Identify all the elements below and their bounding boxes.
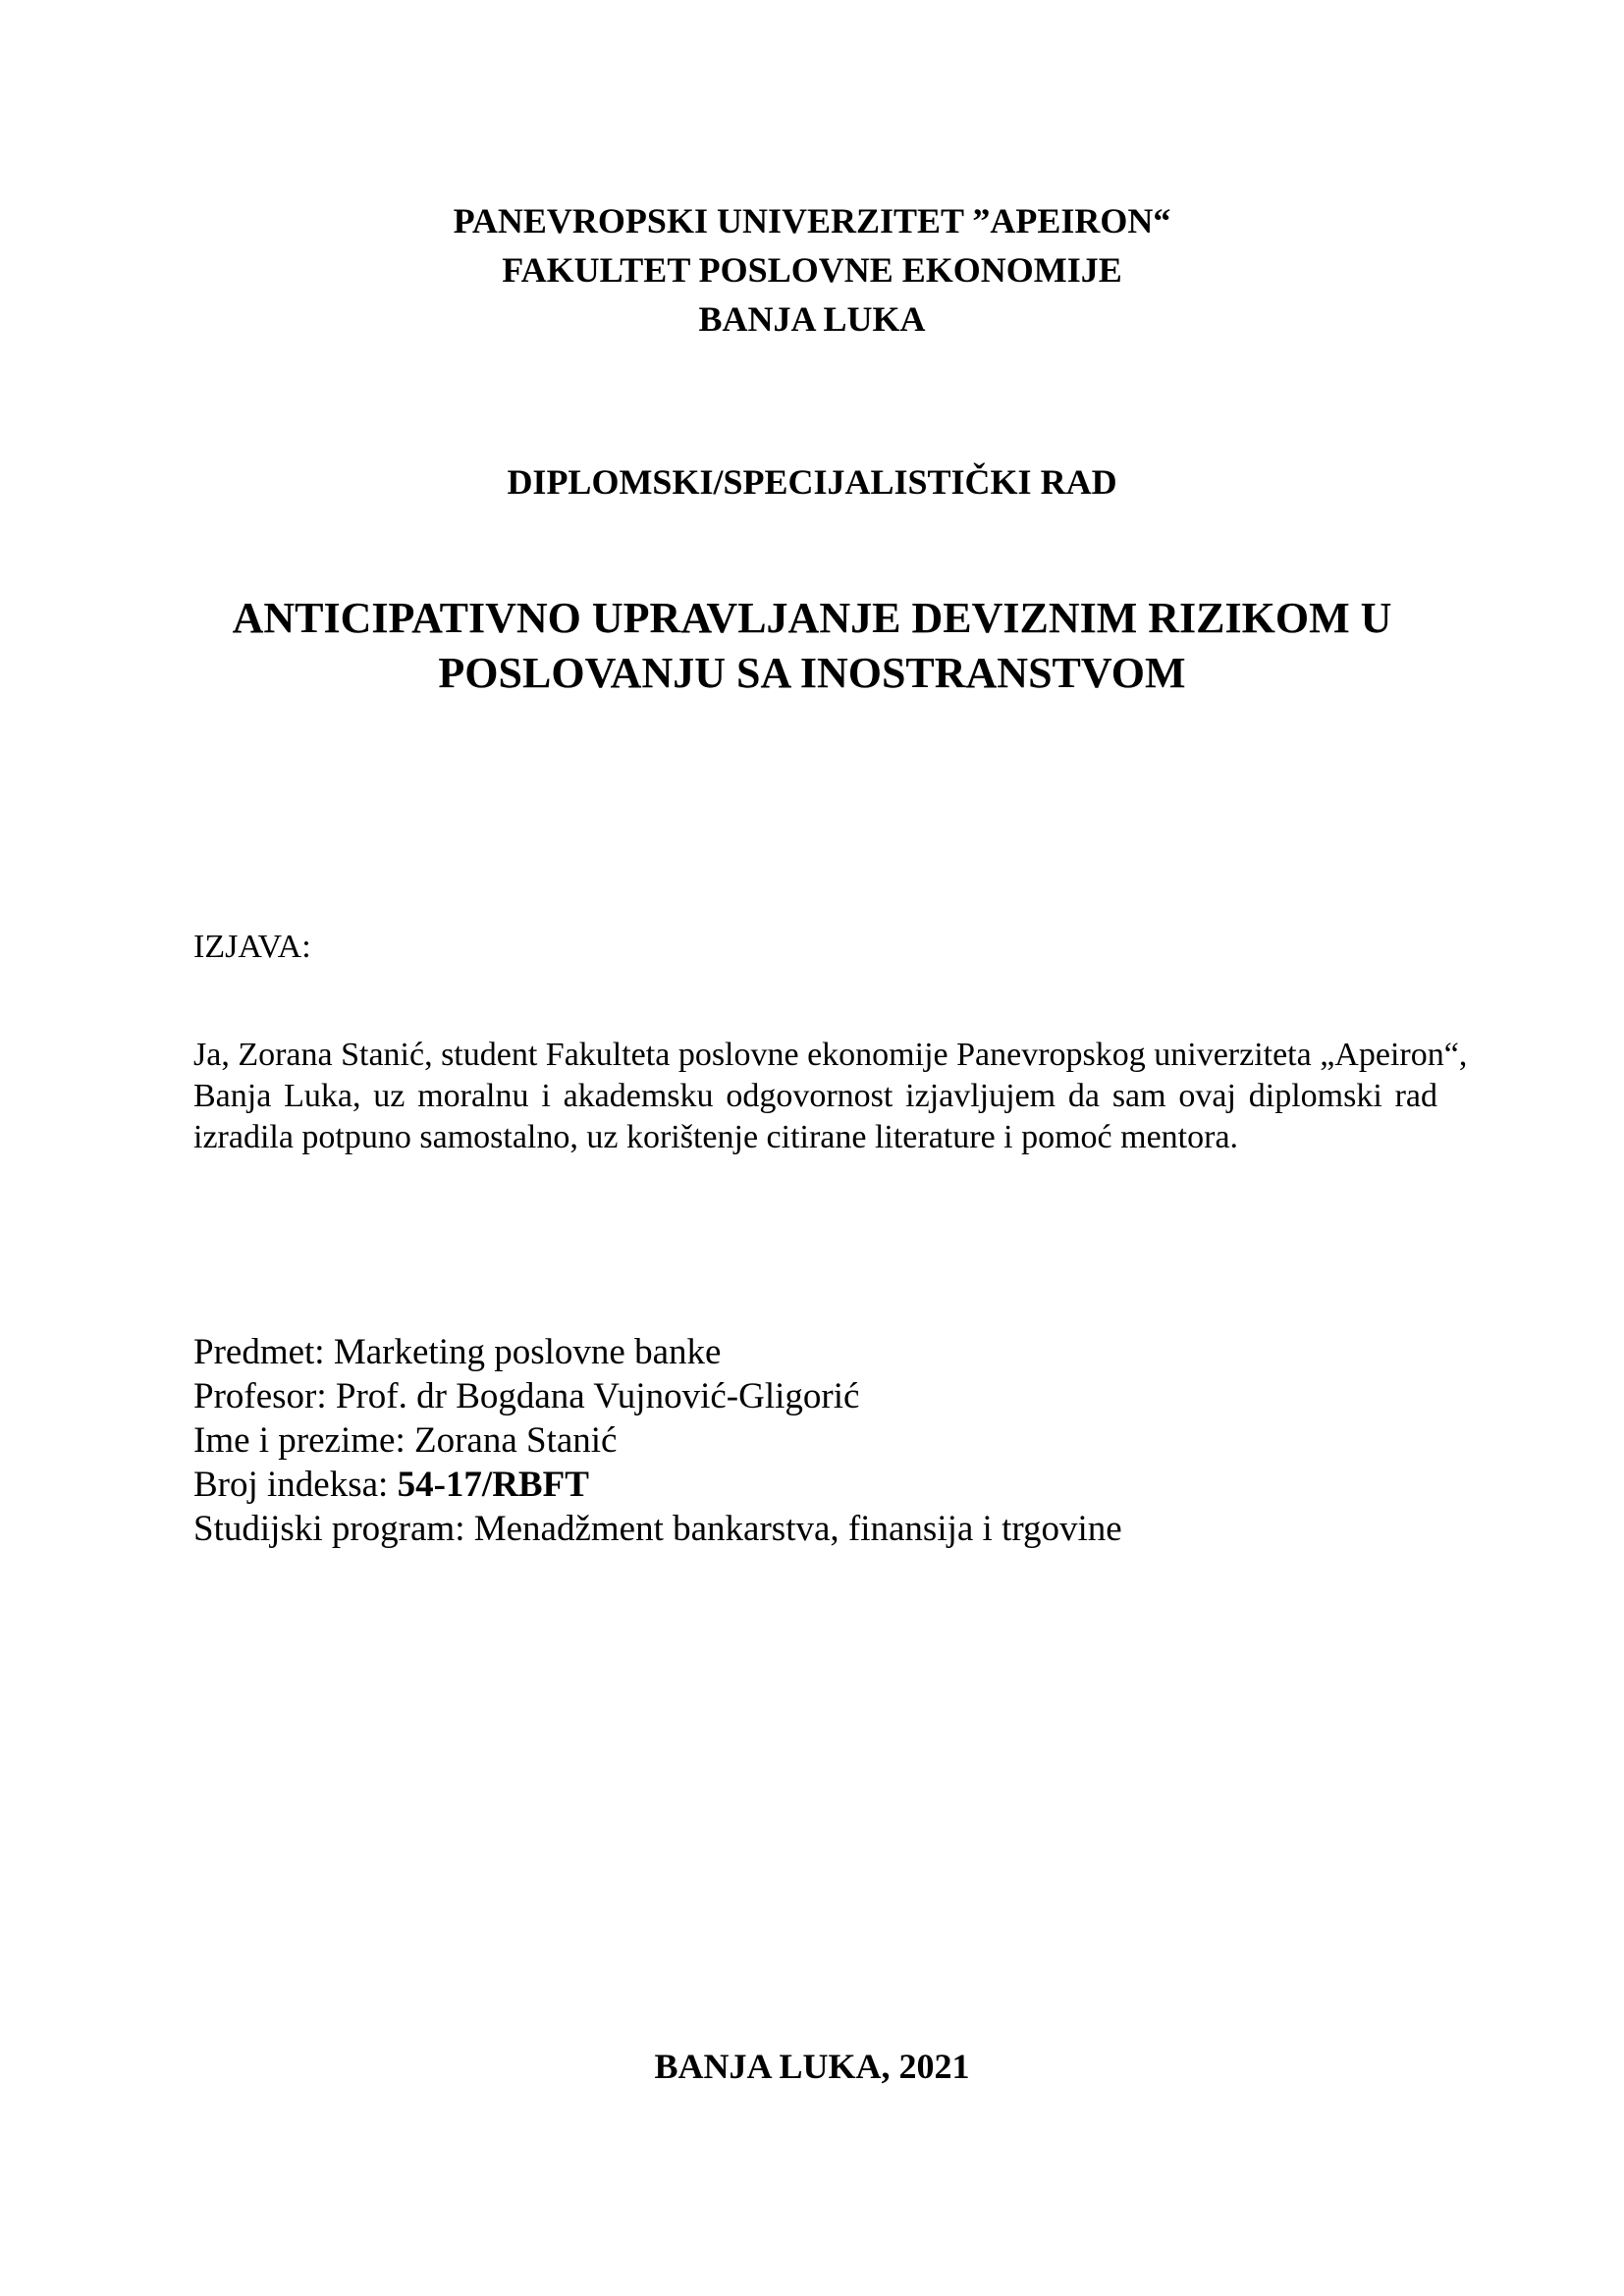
info-row-subject xyxy=(193,1330,1122,1374)
university-name: PANEVROPSKI UNIVERZITET ”APEIRON“ xyxy=(453,201,1171,240)
name-value: Zorana Stanić xyxy=(413,1420,618,1461)
index-label: Broj indeksa: xyxy=(193,1465,389,1505)
footer-place-year: BANJA LUKA, 2021 xyxy=(654,2047,970,2086)
thesis-title xyxy=(0,591,1624,701)
title-page-header xyxy=(0,196,1624,344)
thesis-title-line-1: ANTICIPATIVNO UPRAVLJANJE DEVIZNIM RIZIKOM U xyxy=(232,594,1392,642)
info-row-index xyxy=(193,1463,1122,1507)
info-row-professor xyxy=(193,1374,1122,1418)
thesis-type: DIPLOMSKI/SPECIJALISTIČKI RAD xyxy=(507,462,1117,502)
declaration-text xyxy=(193,1035,1468,1158)
declaration-label: IZJAVA: xyxy=(193,929,311,965)
declaration-line-2: Banja Luka, uz moralnu i akademsku odgovornost izjavljujem da sam ovaj diplomski rad xyxy=(193,1078,1437,1114)
student-info-block xyxy=(193,1330,1122,1551)
professor-label: Profesor: xyxy=(193,1376,327,1416)
program-value: Menadžment bankarstva, finansija i trgovine xyxy=(473,1509,1122,1549)
declaration-line-1: Ja, Zorana Stanić, student Fakulteta poslovne ekonomije Panevropskog univerziteta „Apeiron“, xyxy=(193,1037,1468,1073)
subject-label: Predmet: xyxy=(193,1332,325,1372)
subject-value: Marketing poslovne banke xyxy=(333,1332,722,1372)
faculty-name: FAKULTET POSLOVNE EKONOMIJE xyxy=(502,250,1122,290)
info-row-name xyxy=(193,1418,1122,1463)
thesis-title-line-2: POSLOVANJU SA INOSTRANSTVOM xyxy=(438,649,1186,697)
header-city: BANJA LUKA xyxy=(698,299,926,339)
program-label: Studijski program: xyxy=(193,1509,465,1549)
index-value: 54-17/RBFT xyxy=(397,1465,589,1505)
name-label: Ime i prezime: xyxy=(193,1420,406,1461)
professor-value: Prof. dr Bogdana Vujnović-Gligorić xyxy=(335,1376,860,1416)
info-row-program xyxy=(193,1507,1122,1551)
declaration-line-3: izradila potpuno samostalno, uz korištenje citirane literature i pomoć mentora. xyxy=(193,1119,1239,1155)
